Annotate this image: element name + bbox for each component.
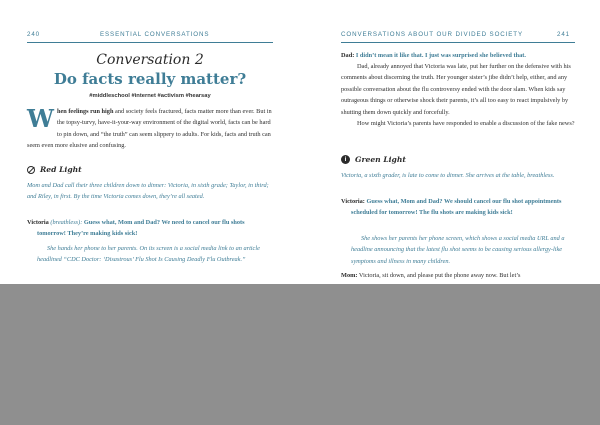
dialogue-line: I didn’t mean it like that. I just was surprised she believed that. [354, 52, 526, 59]
dialogue-line: Guess what, Mom and Dad? We need to cancel our flu shots tomorrow! They’re making kids sick! [37, 219, 245, 238]
page-number-left: 240 [27, 31, 41, 38]
body-paragraph: Dad, already annoyed that Victoria was late, put her further on the defensive with his comments about discerning the truth. Her younger sister’s jibe didn’t help, either, and any possible conversation about the flu controversy ended with the door slam. When kids say outrageous things or otherwise shock their parents, it’s all too easy to react impulsively by shutting them down quickly and forcefully. [341, 63, 571, 116]
red-light-narration: Mom and Dad call their three children down to dinner: Victoria, in sixth grade; Taylor, in third; and Riley, in first. By the time Victoria comes down, they’re all seated. [27, 182, 269, 201]
green-light-label: Green Light [355, 155, 406, 164]
red-light-narration-2: She hands her phone to her parents. On its screen is a social media link to an article headlined “CDC Doctor: ‘Disastrous’ Flu Shot Is Causing Deadly Flu Outbreak.” [37, 245, 260, 264]
dialogue-line: Victoria, sit down, and please put the phone away now. But let’s [357, 272, 521, 279]
info-icon: i [341, 155, 350, 164]
right-body-text [341, 61, 575, 129]
dad-dialogue [341, 50, 575, 61]
speaker-victoria: Victoria: [341, 198, 365, 205]
hashtags: #middleschool #internet #activism #hearsay [89, 93, 211, 99]
victoria-dialogue-green [341, 196, 575, 219]
green-light-narration: Victoria, a sixth grader, is late to come to dinner. She arrives at the table, breathless. [341, 172, 555, 179]
speaker-dad: Dad: [341, 52, 355, 59]
lower-gray-panel [0, 284, 600, 425]
header-rule-right [341, 42, 575, 43]
victoria-dialogue-red [27, 217, 273, 240]
green-light-narration-2: She shows her parents her phone screen, which shows a social media URL and a headline announcing that the latest flu shot seems to be causing serious allergy-like symptoms and illness in many children. [351, 235, 565, 265]
header-rule-left [27, 42, 273, 43]
stage-direction: (breathless): [50, 219, 83, 226]
red-light-heading [27, 165, 82, 174]
red-light-label: Red Light [40, 165, 82, 174]
intro-text: and society feels fractured, facts matter more than ever. But in the topsy-turvy, have-it-your-way environment of the digital world, facts can be hard to pin down, and “the truth” can seem slippery to adults. For kids, facts and truth can seem even more elusive and confusing. [27, 108, 272, 150]
intro-paragraph [27, 106, 273, 152]
body-paragraph: How might Victoria’s parents have responded to enable a discussion of the fake news? [357, 120, 575, 128]
running-head-right: CONVERSATIONS ABOUT OUR DIVIDED SOCIETY [341, 31, 524, 38]
speaker-victoria: Victoria [27, 219, 49, 226]
running-head-left: ESSENTIAL CONVERSATIONS [100, 31, 210, 38]
drop-cap: W [27, 104, 54, 133]
intro-lead: hen feelings run high [56, 108, 114, 115]
dialogue-line: Guess what, Mom and Dad? We should cancel our flu shot appointments scheduled for tomorrow! The flu shots are making kids sick! [351, 198, 562, 217]
mom-dialogue [341, 270, 575, 281]
speaker-mom: Mom: [341, 272, 358, 279]
right-page [300, 0, 600, 284]
chapter-title: Do facts really matter? [53, 70, 247, 88]
left-page [0, 0, 300, 284]
page-number-right: 241 [557, 31, 571, 38]
green-light-heading [341, 155, 406, 164]
conversation-label: Conversation 2 [96, 52, 204, 68]
prohibited-icon [27, 166, 35, 174]
